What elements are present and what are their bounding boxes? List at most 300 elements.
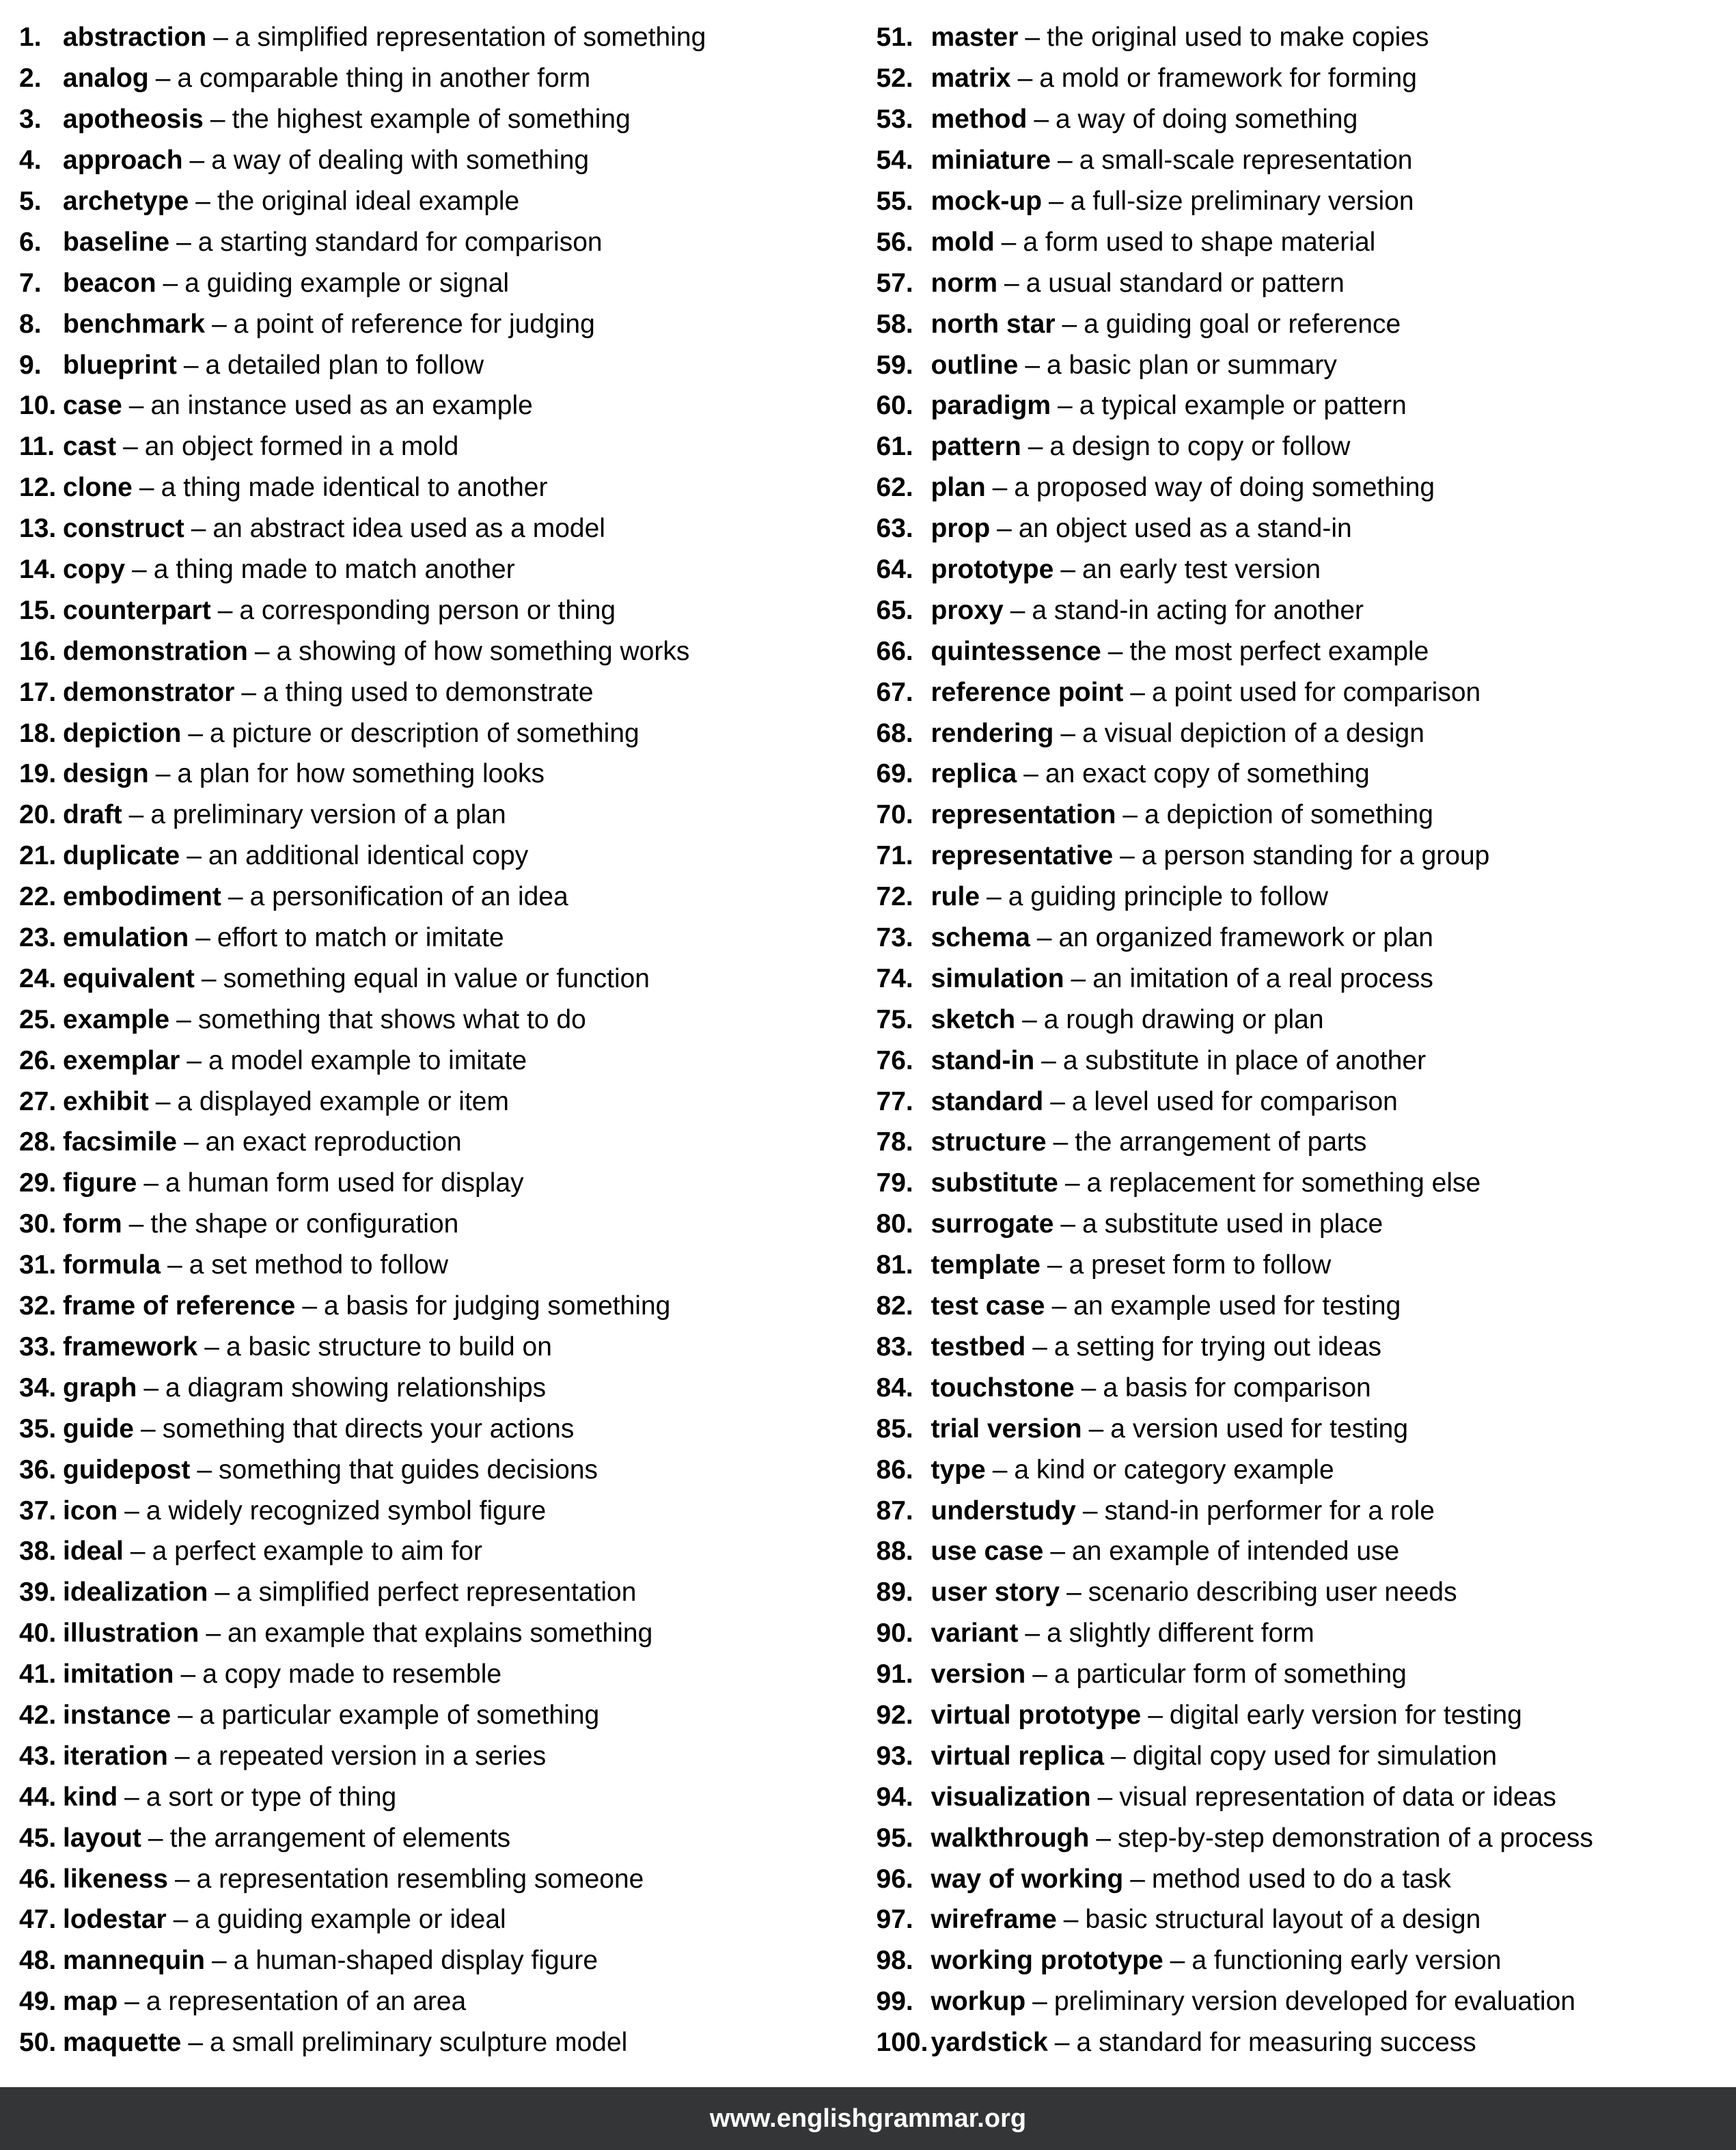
item-text bbox=[63, 1906, 506, 1933]
item-definition: a particular example of something bbox=[199, 1700, 600, 1730]
list-item bbox=[0, 1940, 868, 1981]
item-term: pattern bbox=[931, 432, 1021, 462]
item-separator: – bbox=[302, 1291, 318, 1321]
item-number: 49. bbox=[19, 1987, 57, 2017]
item-number: 25. bbox=[19, 1004, 57, 1034]
item-separator: – bbox=[1010, 595, 1025, 625]
item-text bbox=[931, 352, 1337, 378]
item-text bbox=[931, 1743, 1498, 1769]
item-separator: – bbox=[1063, 1905, 1079, 1935]
item-number: 26. bbox=[19, 1045, 57, 1075]
item-definition: an imitation of a real process bbox=[1092, 963, 1433, 993]
item-number: 89. bbox=[876, 1577, 913, 1608]
item-text bbox=[63, 1866, 644, 1892]
item-term: matrix bbox=[931, 64, 1011, 94]
item-separator: – bbox=[215, 1577, 230, 1608]
item-text bbox=[63, 2029, 627, 2056]
item-term: stand-in bbox=[931, 1045, 1035, 1075]
item-text bbox=[63, 392, 533, 419]
footer-bar bbox=[0, 2087, 1736, 2150]
item-separator: – bbox=[201, 963, 217, 993]
list-item bbox=[0, 1408, 868, 1449]
list-item bbox=[0, 1040, 868, 1081]
item-text bbox=[63, 474, 547, 501]
item-number: 53. bbox=[876, 105, 913, 135]
item-definition: method used to do a task bbox=[1151, 1864, 1451, 1894]
item-number: 94. bbox=[876, 1782, 913, 1812]
item-separator: – bbox=[1071, 963, 1086, 993]
list-item bbox=[0, 99, 868, 140]
item-term: template bbox=[931, 1250, 1041, 1280]
item-term: form bbox=[63, 1209, 122, 1239]
list-item bbox=[0, 426, 868, 467]
item-text bbox=[931, 1825, 1593, 1851]
item-separator: – bbox=[189, 146, 205, 176]
item-number: 63. bbox=[876, 514, 913, 544]
item-number: 91. bbox=[876, 1659, 913, 1690]
item-term: lodestar bbox=[63, 1905, 167, 1935]
item-separator: – bbox=[1032, 1332, 1047, 1362]
item-number: 40. bbox=[19, 1618, 57, 1649]
item-number: 68. bbox=[876, 718, 913, 748]
item-text bbox=[931, 638, 1429, 665]
item-separator: – bbox=[132, 555, 147, 585]
item-term: workup bbox=[931, 1987, 1026, 2017]
list-item bbox=[0, 1981, 868, 2022]
list-item bbox=[868, 1735, 1736, 1776]
item-definition: a way of dealing with something bbox=[211, 146, 590, 176]
item-text bbox=[931, 188, 1414, 215]
list-item bbox=[868, 1081, 1736, 1122]
item-number: 38. bbox=[19, 1536, 57, 1567]
item-definition: a form used to shape material bbox=[1023, 227, 1376, 257]
item-definition: a version used for testing bbox=[1110, 1414, 1409, 1444]
item-text bbox=[931, 1498, 1435, 1524]
item-definition: a detailed plan to follow bbox=[205, 350, 484, 380]
item-text bbox=[63, 1293, 670, 1319]
item-separator: – bbox=[130, 1536, 146, 1567]
item-number: 22. bbox=[19, 882, 57, 912]
item-separator: – bbox=[992, 473, 1008, 503]
item-separator: – bbox=[188, 2028, 204, 2058]
list-item bbox=[868, 1531, 1736, 1572]
item-definition: a personification of an idea bbox=[249, 882, 568, 912]
item-number: 32. bbox=[19, 1291, 57, 1321]
list-item bbox=[868, 2022, 1736, 2063]
item-separator: – bbox=[123, 432, 138, 462]
item-separator: – bbox=[155, 64, 171, 94]
list-item bbox=[0, 508, 868, 549]
list-item bbox=[0, 140, 868, 181]
item-separator: – bbox=[1111, 1741, 1126, 1771]
item-separator: – bbox=[148, 1823, 163, 1853]
list-item bbox=[0, 1081, 868, 1122]
item-separator: – bbox=[197, 1455, 212, 1485]
item-separator: – bbox=[1004, 268, 1019, 298]
list-item bbox=[0, 999, 868, 1040]
item-term: guidepost bbox=[63, 1455, 191, 1485]
item-number: 51. bbox=[876, 23, 913, 53]
list-item bbox=[868, 549, 1736, 590]
list-item bbox=[868, 262, 1736, 303]
item-text bbox=[63, 924, 504, 951]
item-number: 7. bbox=[19, 268, 42, 298]
item-definition: a stand-in acting for another bbox=[1032, 595, 1364, 625]
item-text bbox=[931, 801, 1433, 828]
item-text bbox=[63, 311, 595, 337]
item-separator: – bbox=[241, 677, 257, 707]
list-item bbox=[868, 1122, 1736, 1163]
list-item bbox=[0, 262, 868, 303]
item-separator: – bbox=[195, 187, 210, 216]
item-number: 66. bbox=[876, 636, 913, 666]
item-definition: a copy made to resemble bbox=[202, 1659, 502, 1690]
item-text bbox=[931, 311, 1401, 337]
list-item bbox=[868, 1695, 1736, 1736]
item-separator: – bbox=[128, 1209, 144, 1239]
item-term: emulation bbox=[63, 923, 189, 953]
item-term: visualization bbox=[931, 1782, 1091, 1812]
word-list-column-left bbox=[0, 17, 868, 2063]
item-term: guide bbox=[63, 1414, 134, 1444]
item-text bbox=[63, 1702, 599, 1728]
item-term: icon bbox=[63, 1496, 118, 1526]
item-number: 69. bbox=[876, 759, 913, 789]
item-definition: an object formed in a mold bbox=[144, 432, 459, 462]
item-separator: – bbox=[212, 309, 227, 339]
item-term: rule bbox=[931, 882, 980, 912]
item-number: 72. bbox=[876, 882, 913, 912]
item-separator: – bbox=[176, 227, 191, 257]
item-term: demonstrator bbox=[63, 677, 235, 707]
item-number: 2. bbox=[19, 64, 42, 94]
item-separator: – bbox=[992, 1455, 1008, 1485]
item-number: 82. bbox=[876, 1291, 913, 1321]
item-number: 34. bbox=[19, 1373, 57, 1403]
list-item bbox=[0, 467, 868, 508]
list-item bbox=[868, 1817, 1736, 1858]
item-separator: – bbox=[210, 105, 225, 135]
list-item bbox=[868, 303, 1736, 344]
item-text bbox=[63, 270, 509, 297]
item-definition: a thing used to demonstrate bbox=[263, 677, 594, 707]
item-term: approach bbox=[63, 146, 183, 176]
item-term: mannequin bbox=[63, 1946, 206, 1976]
item-text bbox=[63, 1375, 546, 1401]
item-definition: a starting standard for comparison bbox=[197, 227, 603, 257]
list-item bbox=[868, 713, 1736, 754]
item-separator: – bbox=[1036, 923, 1052, 953]
item-term: virtual replica bbox=[931, 1741, 1105, 1771]
item-definition: a preliminary version of a plan bbox=[150, 800, 506, 830]
item-definition: a small preliminary sculpture model bbox=[210, 2028, 628, 2058]
list-item bbox=[868, 877, 1736, 918]
list-item bbox=[0, 958, 868, 999]
item-text bbox=[931, 883, 1329, 910]
item-term: idealization bbox=[63, 1577, 208, 1608]
item-text bbox=[931, 1211, 1383, 1237]
item-text bbox=[63, 352, 484, 378]
item-number: 84. bbox=[876, 1373, 913, 1403]
item-text bbox=[931, 147, 1413, 174]
item-text bbox=[63, 1498, 546, 1524]
item-text bbox=[63, 1618, 653, 1649]
item-separator: – bbox=[1120, 841, 1135, 871]
item-term: standard bbox=[931, 1086, 1044, 1116]
footer-url: www.englishgrammar.org bbox=[709, 2104, 1027, 2133]
item-definition: a point of reference for judging bbox=[233, 309, 595, 339]
list-item bbox=[0, 303, 868, 344]
list-item bbox=[0, 344, 868, 385]
item-definition: effort to match or imitate bbox=[217, 923, 504, 953]
item-separator: – bbox=[1066, 1577, 1081, 1608]
item-separator: – bbox=[163, 268, 178, 298]
item-definition: a kind or category example bbox=[1014, 1455, 1334, 1485]
item-definition: a set method to follow bbox=[189, 1250, 449, 1280]
item-text bbox=[63, 638, 689, 665]
item-separator: – bbox=[1096, 1823, 1112, 1853]
item-term: mock-up bbox=[931, 187, 1043, 216]
item-number: 65. bbox=[876, 595, 913, 625]
item-number: 16. bbox=[19, 636, 57, 666]
item-text bbox=[63, 1088, 509, 1115]
item-separator: – bbox=[176, 1004, 191, 1034]
item-separator: – bbox=[1032, 1987, 1047, 2017]
item-number: 35. bbox=[19, 1414, 57, 1444]
item-definition: a depiction of something bbox=[1144, 800, 1433, 830]
list-item bbox=[0, 2022, 868, 2063]
item-number: 99. bbox=[876, 1987, 913, 2017]
item-separator: – bbox=[191, 514, 206, 544]
item-text bbox=[63, 1047, 527, 1074]
item-text bbox=[931, 2029, 1476, 2056]
item-number: 96. bbox=[876, 1864, 913, 1894]
item-number: 71. bbox=[876, 841, 913, 871]
item-text bbox=[931, 24, 1429, 51]
list-item bbox=[868, 426, 1736, 467]
item-term: formula bbox=[63, 1250, 161, 1280]
item-term: facsimile bbox=[63, 1127, 177, 1157]
item-term: plan bbox=[931, 473, 986, 503]
item-term: case bbox=[63, 391, 122, 421]
item-definition: a comparable thing in another form bbox=[177, 64, 591, 94]
item-separator: – bbox=[195, 923, 210, 953]
list-item bbox=[868, 385, 1736, 426]
list-item bbox=[0, 1245, 868, 1286]
list-item bbox=[0, 1776, 868, 1817]
item-term: example bbox=[63, 1004, 170, 1034]
item-number: 57. bbox=[876, 268, 913, 298]
list-item bbox=[0, 1899, 868, 1940]
list-item bbox=[868, 1245, 1736, 1286]
item-term: proxy bbox=[931, 595, 1004, 625]
list-item bbox=[0, 1572, 868, 1613]
list-item bbox=[868, 1327, 1736, 1368]
item-number: 90. bbox=[876, 1618, 913, 1649]
list-item bbox=[868, 999, 1736, 1040]
item-term: abstraction bbox=[63, 23, 207, 53]
item-text bbox=[931, 1457, 1334, 1483]
item-text bbox=[931, 474, 1435, 501]
item-definition: the original used to make copies bbox=[1047, 23, 1429, 53]
list-item bbox=[868, 1981, 1736, 2022]
item-separator: – bbox=[1025, 350, 1041, 380]
item-definition: a model example to imitate bbox=[208, 1045, 527, 1075]
item-number: 27. bbox=[19, 1086, 57, 1116]
list-item bbox=[0, 1122, 868, 1163]
item-definition: digital early version for testing bbox=[1169, 1700, 1522, 1730]
item-number: 46. bbox=[19, 1864, 57, 1894]
item-number: 95. bbox=[876, 1823, 913, 1853]
item-text bbox=[63, 1659, 502, 1690]
item-definition: a simplified representation of something bbox=[234, 23, 706, 53]
item-term: user story bbox=[931, 1577, 1060, 1608]
list-item bbox=[0, 181, 868, 222]
item-text bbox=[931, 1866, 1451, 1892]
item-definition: a basic structure to build on bbox=[225, 1332, 552, 1362]
item-term: depiction bbox=[63, 718, 182, 748]
item-term: test case bbox=[931, 1291, 1045, 1321]
item-term: surrogate bbox=[931, 1209, 1054, 1239]
list-item bbox=[868, 631, 1736, 672]
list-item bbox=[0, 1449, 868, 1490]
item-separator: – bbox=[213, 23, 228, 53]
item-definition: a repeated version in a series bbox=[196, 1741, 547, 1771]
item-term: wireframe bbox=[931, 1905, 1057, 1935]
item-number: 15. bbox=[19, 595, 57, 625]
item-text bbox=[931, 1252, 1332, 1278]
list-item bbox=[868, 1040, 1736, 1081]
item-term: understudy bbox=[931, 1496, 1076, 1526]
item-number: 85. bbox=[876, 1414, 913, 1444]
list-item bbox=[868, 508, 1736, 549]
item-separator: – bbox=[1122, 800, 1138, 830]
item-separator: – bbox=[155, 759, 171, 789]
list-item bbox=[0, 1163, 868, 1204]
item-text bbox=[63, 24, 706, 51]
item-definition: a person standing for a group bbox=[1141, 841, 1490, 871]
item-term: frame of reference bbox=[63, 1291, 296, 1321]
item-text bbox=[931, 1947, 1502, 1974]
item-text bbox=[63, 1988, 466, 2015]
item-term: miniature bbox=[931, 146, 1051, 176]
item-separator: – bbox=[1148, 1700, 1163, 1730]
item-number: 80. bbox=[876, 1209, 913, 1239]
item-number: 41. bbox=[19, 1659, 57, 1690]
item-term: version bbox=[931, 1659, 1026, 1690]
list-item bbox=[0, 1327, 868, 1368]
item-term: exemplar bbox=[63, 1045, 180, 1075]
item-separator: – bbox=[1041, 1045, 1056, 1075]
item-separator: – bbox=[1047, 1250, 1062, 1280]
item-number: 44. bbox=[19, 1782, 57, 1812]
item-definition: a representation of an area bbox=[146, 1987, 467, 2017]
item-term: representative bbox=[931, 841, 1114, 871]
item-separator: – bbox=[1001, 227, 1017, 257]
list-item bbox=[868, 754, 1736, 795]
item-term: virtual prototype bbox=[931, 1700, 1142, 1730]
item-definition: a full-size preliminary version bbox=[1070, 187, 1414, 216]
item-definition: scenario describing user needs bbox=[1088, 1577, 1457, 1608]
item-term: clone bbox=[63, 473, 133, 503]
item-text bbox=[63, 883, 568, 910]
item-separator: – bbox=[1017, 64, 1033, 94]
item-term: iteration bbox=[63, 1741, 168, 1771]
item-definition: a showing of how something works bbox=[276, 636, 690, 666]
item-definition: a rough drawing or plan bbox=[1043, 1004, 1324, 1034]
list-item bbox=[868, 1286, 1736, 1327]
item-text bbox=[931, 1618, 1314, 1649]
item-definition: a widely recognized symbol figure bbox=[146, 1496, 547, 1526]
item-term: substitute bbox=[931, 1168, 1058, 1198]
item-number: 86. bbox=[876, 1455, 913, 1485]
item-text bbox=[931, 1416, 1409, 1442]
item-term: equivalent bbox=[63, 963, 195, 993]
item-term: variant bbox=[931, 1618, 1019, 1649]
item-text bbox=[63, 1457, 598, 1483]
item-separator: – bbox=[124, 1496, 139, 1526]
item-number: 60. bbox=[876, 391, 913, 421]
item-separator: – bbox=[174, 1864, 190, 1894]
item-definition: a displayed example or item bbox=[177, 1086, 509, 1116]
item-number: 58. bbox=[876, 309, 913, 339]
item-number: 67. bbox=[876, 677, 913, 707]
item-number: 4. bbox=[19, 146, 42, 176]
list-item bbox=[0, 385, 868, 426]
item-definition: a basic plan or summary bbox=[1047, 350, 1337, 380]
list-item bbox=[0, 795, 868, 836]
item-separator: – bbox=[1050, 1086, 1065, 1116]
list-item bbox=[0, 58, 868, 99]
item-text bbox=[63, 842, 528, 869]
item-separator: – bbox=[141, 1414, 156, 1444]
item-number: 50. bbox=[19, 2028, 57, 2058]
item-separator: – bbox=[217, 595, 233, 625]
item-definition: a diagram showing relationships bbox=[165, 1373, 547, 1403]
item-separator: – bbox=[1058, 391, 1073, 421]
item-definition: a preset form to follow bbox=[1069, 1250, 1332, 1280]
item-separator: – bbox=[997, 514, 1012, 544]
item-definition: a simplified perfect representation bbox=[236, 1577, 637, 1608]
item-separator: – bbox=[1107, 636, 1123, 666]
item-separator: – bbox=[1034, 105, 1049, 135]
item-definition: a guiding principle to follow bbox=[1008, 882, 1329, 912]
item-term: paradigm bbox=[931, 391, 1051, 421]
item-separator: – bbox=[143, 1373, 159, 1403]
item-text bbox=[63, 1947, 598, 1974]
item-text bbox=[931, 760, 1370, 787]
item-definition: an example used for testing bbox=[1073, 1291, 1401, 1321]
item-definition: an example of intended use bbox=[1072, 1536, 1400, 1567]
item-definition: a small-scale representation bbox=[1079, 146, 1413, 176]
item-text bbox=[931, 1170, 1481, 1196]
item-definition: an instance used as an example bbox=[150, 391, 533, 421]
list-item bbox=[868, 140, 1736, 181]
item-term: north star bbox=[931, 309, 1056, 339]
item-separator: – bbox=[174, 1741, 190, 1771]
item-text bbox=[63, 433, 458, 460]
item-term: simulation bbox=[931, 963, 1064, 993]
item-term: blueprint bbox=[63, 350, 177, 380]
list-item bbox=[868, 99, 1736, 140]
item-term: duplicate bbox=[63, 841, 180, 871]
item-number: 83. bbox=[876, 1332, 913, 1362]
item-number: 75. bbox=[876, 1004, 913, 1034]
item-number: 14. bbox=[19, 555, 57, 585]
item-number: 43. bbox=[19, 1741, 57, 1771]
item-term: type bbox=[931, 1455, 986, 1485]
list-item bbox=[868, 1899, 1736, 1940]
